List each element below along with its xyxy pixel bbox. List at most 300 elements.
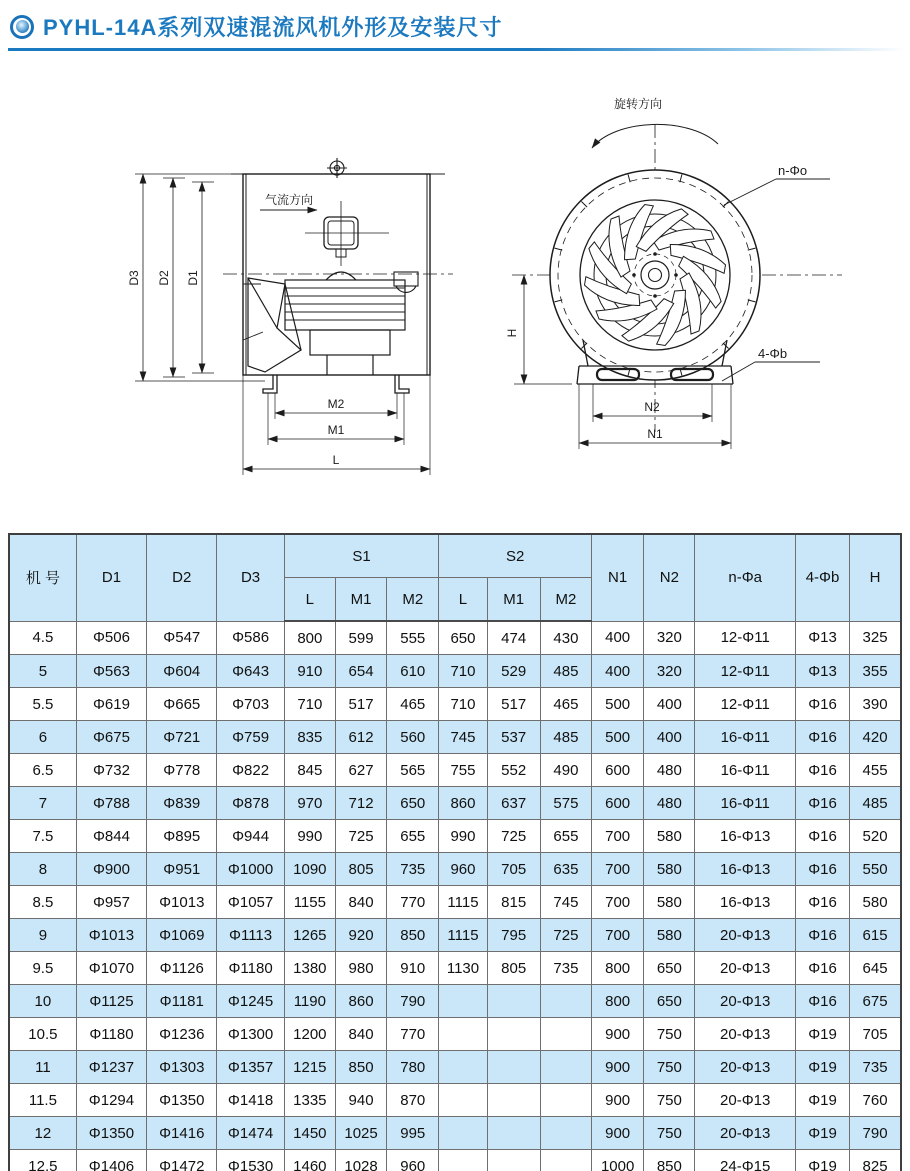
table-cell: 790 bbox=[387, 985, 439, 1018]
table-cell: Φ1013 bbox=[76, 919, 146, 952]
table-cell: 705 bbox=[850, 1018, 901, 1051]
table-cell: Φ19 bbox=[795, 1084, 849, 1117]
table-cell: Φ1180 bbox=[76, 1018, 146, 1051]
table-cell: 745 bbox=[540, 886, 591, 919]
bolt-hole-callout bbox=[724, 179, 830, 205]
table-cell: Φ643 bbox=[217, 655, 284, 688]
table-cell: Φ16 bbox=[795, 754, 849, 787]
table-cell: 637 bbox=[487, 787, 540, 820]
table-cell: Φ1000 bbox=[217, 853, 284, 886]
table-cell: 700 bbox=[592, 919, 644, 952]
table-cell: 735 bbox=[387, 853, 439, 886]
table-cell: Φ19 bbox=[795, 1018, 849, 1051]
table-cell: 995 bbox=[387, 1117, 439, 1150]
table-cell: Φ619 bbox=[76, 688, 146, 721]
dim-label-h: H bbox=[505, 328, 519, 338]
table-cell: 700 bbox=[592, 820, 644, 853]
table-cell: 485 bbox=[540, 721, 591, 754]
table-cell: 5.5 bbox=[9, 688, 76, 721]
table-cell: 650 bbox=[644, 952, 695, 985]
table-cell: 815 bbox=[487, 886, 540, 919]
table-cell bbox=[540, 1051, 591, 1084]
table-cell: Φ1113 bbox=[217, 919, 284, 952]
table-cell: 627 bbox=[335, 754, 386, 787]
table-cell: 1265 bbox=[284, 919, 335, 952]
table-cell: 725 bbox=[335, 820, 386, 853]
table-cell: 790 bbox=[850, 1117, 901, 1150]
table-cell: Φ1069 bbox=[147, 919, 217, 952]
table-cell: 480 bbox=[644, 787, 695, 820]
table-cell: 860 bbox=[335, 985, 386, 1018]
impeller-cone bbox=[243, 278, 301, 372]
table-row bbox=[9, 721, 901, 754]
table-cell: 16-Φ11 bbox=[695, 754, 795, 787]
table-cell: 1000 bbox=[592, 1150, 644, 1171]
table-cell: 710 bbox=[284, 688, 335, 721]
dim-label-d1: D1 bbox=[186, 270, 200, 286]
table-cell: 600 bbox=[592, 787, 644, 820]
table-cell: 845 bbox=[284, 754, 335, 787]
table-cell: 16-Φ13 bbox=[695, 820, 795, 853]
table-cell: Φ1126 bbox=[147, 952, 217, 985]
table-cell: 1115 bbox=[439, 919, 487, 952]
table-cell: 805 bbox=[335, 853, 386, 886]
table-row bbox=[9, 621, 901, 655]
table-cell: 650 bbox=[387, 787, 439, 820]
dim-label-d3: D3 bbox=[127, 270, 141, 286]
table-cell: Φ1057 bbox=[217, 886, 284, 919]
col-header-4-phi-b: 4-Φb bbox=[795, 534, 849, 621]
dim-label-n1: N1 bbox=[647, 427, 663, 441]
dim-label-m1: M1 bbox=[327, 423, 345, 437]
table-cell bbox=[439, 1051, 487, 1084]
table-cell: 400 bbox=[592, 655, 644, 688]
bullet-circle-icon bbox=[10, 15, 34, 39]
table-cell: 320 bbox=[644, 621, 695, 655]
table-cell: 750 bbox=[644, 1117, 695, 1150]
table-cell: 12-Φ11 bbox=[695, 655, 795, 688]
fan-casing bbox=[231, 174, 445, 375]
table-cell: 1130 bbox=[439, 952, 487, 985]
table-cell: 850 bbox=[387, 919, 439, 952]
table-cell: Φ16 bbox=[795, 688, 849, 721]
col-header-s1-m1: M1 bbox=[335, 578, 386, 622]
table-cell: Φ878 bbox=[217, 787, 284, 820]
table-cell: 12-Φ11 bbox=[695, 688, 795, 721]
table-cell: 517 bbox=[487, 688, 540, 721]
table-cell: Φ1180 bbox=[217, 952, 284, 985]
col-header-s1-m2: M2 bbox=[387, 578, 439, 622]
table-cell: 400 bbox=[592, 621, 644, 655]
table-cell: Φ944 bbox=[217, 820, 284, 853]
table-cell: 710 bbox=[439, 655, 487, 688]
table-cell: 615 bbox=[850, 919, 901, 952]
table-cell: Φ703 bbox=[217, 688, 284, 721]
table-row bbox=[9, 1018, 901, 1051]
table-cell: 16-Φ13 bbox=[695, 886, 795, 919]
table-cell: Φ1474 bbox=[217, 1117, 284, 1150]
table-cell bbox=[439, 1018, 487, 1051]
table-cell: 900 bbox=[592, 1117, 644, 1150]
table-cell: 20-Φ13 bbox=[695, 1018, 795, 1051]
table-cell bbox=[487, 1018, 540, 1051]
table-cell: 675 bbox=[850, 985, 901, 1018]
table-cell: 550 bbox=[850, 853, 901, 886]
table-cell: Φ586 bbox=[217, 621, 284, 655]
table-cell: Φ822 bbox=[217, 754, 284, 787]
table-cell: 655 bbox=[387, 820, 439, 853]
mounting-feet bbox=[263, 375, 409, 393]
table-cell: 580 bbox=[644, 820, 695, 853]
table-cell: 490 bbox=[540, 754, 591, 787]
dimension-drawings bbox=[0, 60, 910, 520]
table-cell: 325 bbox=[850, 621, 901, 655]
table-row bbox=[9, 952, 901, 985]
page-header bbox=[10, 11, 502, 42]
table-cell: 10.5 bbox=[9, 1018, 76, 1051]
table-cell: Φ1416 bbox=[147, 1117, 217, 1150]
table-cell: 1090 bbox=[284, 853, 335, 886]
table-cell: 650 bbox=[644, 985, 695, 1018]
spec-table bbox=[8, 533, 902, 1171]
table-cell: 860 bbox=[439, 787, 487, 820]
table-cell: 529 bbox=[487, 655, 540, 688]
table-cell: 20-Φ13 bbox=[695, 919, 795, 952]
table-cell: 712 bbox=[335, 787, 386, 820]
table-row bbox=[9, 1150, 901, 1171]
col-header-d2: D2 bbox=[147, 534, 217, 621]
table-cell: Φ604 bbox=[147, 655, 217, 688]
table-cell: 755 bbox=[439, 754, 487, 787]
table-cell: 612 bbox=[335, 721, 386, 754]
col-header-s1-l: L bbox=[284, 578, 335, 622]
table-cell: 485 bbox=[850, 787, 901, 820]
table-cell: Φ1294 bbox=[76, 1084, 146, 1117]
table-cell bbox=[540, 985, 591, 1018]
junction-box bbox=[305, 201, 389, 266]
table-cell: 960 bbox=[439, 853, 487, 886]
col-header-h: H bbox=[850, 534, 901, 621]
table-cell: Φ951 bbox=[147, 853, 217, 886]
table-cell: Φ1303 bbox=[147, 1051, 217, 1084]
table-cell: 517 bbox=[335, 688, 386, 721]
table-cell: 940 bbox=[335, 1084, 386, 1117]
table-cell: 8.5 bbox=[9, 886, 76, 919]
table-cell: Φ665 bbox=[147, 688, 217, 721]
table-cell: Φ1472 bbox=[147, 1150, 217, 1171]
table-cell: 1190 bbox=[284, 985, 335, 1018]
table-cell bbox=[439, 1150, 487, 1171]
table-cell: Φ1236 bbox=[147, 1018, 217, 1051]
table-cell: 20-Φ13 bbox=[695, 1084, 795, 1117]
table-cell: 700 bbox=[592, 853, 644, 886]
motor-body bbox=[285, 272, 405, 375]
table-cell: Φ1237 bbox=[76, 1051, 146, 1084]
table-cell: 7.5 bbox=[9, 820, 76, 853]
table-cell: 770 bbox=[387, 1018, 439, 1051]
table-cell: 710 bbox=[439, 688, 487, 721]
table-cell: Φ759 bbox=[217, 721, 284, 754]
table-cell: 355 bbox=[850, 655, 901, 688]
dim-label-l: L bbox=[332, 453, 340, 467]
table-cell bbox=[487, 1084, 540, 1117]
table-cell: 980 bbox=[335, 952, 386, 985]
table-cell: 580 bbox=[644, 919, 695, 952]
table-cell: 485 bbox=[540, 655, 591, 688]
table-cell: 725 bbox=[540, 919, 591, 952]
table-cell: Φ1350 bbox=[147, 1084, 217, 1117]
table-cell: 990 bbox=[284, 820, 335, 853]
table-cell: 805 bbox=[487, 952, 540, 985]
col-header-s2-m1: M1 bbox=[487, 578, 540, 622]
table-row bbox=[9, 655, 901, 688]
table-cell: 750 bbox=[644, 1018, 695, 1051]
table-cell bbox=[540, 1117, 591, 1150]
table-cell: 960 bbox=[387, 1150, 439, 1171]
table-cell: 920 bbox=[335, 919, 386, 952]
page-title: PYHL-14A系列双速混流风机外形及安装尺寸 bbox=[43, 15, 503, 40]
table-cell: 5 bbox=[9, 655, 76, 688]
table-row bbox=[9, 1051, 901, 1084]
table-cell: 465 bbox=[387, 688, 439, 721]
table-cell: 560 bbox=[387, 721, 439, 754]
dim-label-n2: N2 bbox=[644, 400, 660, 414]
table-cell: 12-Φ11 bbox=[695, 621, 795, 655]
table-cell: 430 bbox=[540, 621, 591, 655]
table-cell: 900 bbox=[592, 1084, 644, 1117]
table-cell: Φ1530 bbox=[217, 1150, 284, 1171]
table-cell: Φ16 bbox=[795, 853, 849, 886]
table-cell: 580 bbox=[644, 853, 695, 886]
table-cell bbox=[439, 985, 487, 1018]
table-cell: 600 bbox=[592, 754, 644, 787]
table-cell: Φ19 bbox=[795, 1150, 849, 1171]
table-cell: 12 bbox=[9, 1117, 76, 1150]
table-cell: 800 bbox=[592, 952, 644, 985]
table-cell: 970 bbox=[284, 787, 335, 820]
table-cell: 20-Φ13 bbox=[695, 952, 795, 985]
table-cell: Φ16 bbox=[795, 952, 849, 985]
table-row bbox=[9, 919, 901, 952]
table-cell: 565 bbox=[387, 754, 439, 787]
table-cell: Φ721 bbox=[147, 721, 217, 754]
col-header-s2-l: L bbox=[439, 578, 487, 622]
table-cell: 520 bbox=[850, 820, 901, 853]
table-cell bbox=[487, 1051, 540, 1084]
table-cell: Φ19 bbox=[795, 1051, 849, 1084]
table-cell: Φ844 bbox=[76, 820, 146, 853]
table-cell bbox=[487, 985, 540, 1018]
table-cell: 400 bbox=[644, 688, 695, 721]
table-cell bbox=[540, 1150, 591, 1171]
bullet-circle-core bbox=[16, 20, 29, 33]
table-cell: Φ895 bbox=[147, 820, 217, 853]
table-cell: 850 bbox=[644, 1150, 695, 1171]
table-cell: 910 bbox=[284, 655, 335, 688]
table-cell: Φ1406 bbox=[76, 1150, 146, 1171]
table-cell: 1460 bbox=[284, 1150, 335, 1171]
table-cell: 20-Φ13 bbox=[695, 1051, 795, 1084]
col-header-n1: N1 bbox=[592, 534, 644, 621]
table-cell: Φ547 bbox=[147, 621, 217, 655]
table-row bbox=[9, 1084, 901, 1117]
table-cell: Φ778 bbox=[147, 754, 217, 787]
table-cell: 10 bbox=[9, 985, 76, 1018]
table-cell bbox=[487, 1117, 540, 1150]
table-cell: 1215 bbox=[284, 1051, 335, 1084]
front-view-drawing bbox=[500, 78, 905, 473]
table-cell: Φ1300 bbox=[217, 1018, 284, 1051]
table-cell: Φ16 bbox=[795, 985, 849, 1018]
table-cell: 1115 bbox=[439, 886, 487, 919]
table-cell: 6.5 bbox=[9, 754, 76, 787]
table-cell bbox=[439, 1117, 487, 1150]
col-header-model: 机 号 bbox=[9, 534, 76, 621]
title-underline bbox=[8, 48, 905, 51]
table-cell: 11.5 bbox=[9, 1084, 76, 1117]
spec-table-header bbox=[9, 534, 901, 621]
table-cell: Φ16 bbox=[795, 919, 849, 952]
table-cell: Φ13 bbox=[795, 621, 849, 655]
table-cell: 770 bbox=[387, 886, 439, 919]
table-cell: 795 bbox=[487, 919, 540, 952]
table-cell: 840 bbox=[335, 1018, 386, 1051]
col-header-d1: D1 bbox=[76, 534, 146, 621]
table-cell: 850 bbox=[335, 1051, 386, 1084]
table-row bbox=[9, 886, 901, 919]
table-cell: 500 bbox=[592, 688, 644, 721]
table-cell: 835 bbox=[284, 721, 335, 754]
col-header-s2-m2: M2 bbox=[540, 578, 591, 622]
lifting-eye-bolt bbox=[327, 158, 347, 178]
table-cell: Φ563 bbox=[76, 655, 146, 688]
table-cell: 480 bbox=[644, 754, 695, 787]
table-cell: Φ1125 bbox=[76, 985, 146, 1018]
table-cell: 745 bbox=[439, 721, 487, 754]
table-cell: Φ16 bbox=[795, 721, 849, 754]
table-cell: 1380 bbox=[284, 952, 335, 985]
table-cell: 1335 bbox=[284, 1084, 335, 1117]
table-cell: 16-Φ13 bbox=[695, 853, 795, 886]
table-cell: 645 bbox=[850, 952, 901, 985]
table-cell: 6 bbox=[9, 721, 76, 754]
table-cell: Φ957 bbox=[76, 886, 146, 919]
table-cell: 474 bbox=[487, 621, 540, 655]
table-cell: 320 bbox=[644, 655, 695, 688]
side-view-drawing bbox=[105, 88, 505, 488]
foot-hole-callout-label: 4-Φb bbox=[758, 346, 788, 361]
rotation-direction-label: 旋转方向 bbox=[613, 97, 663, 111]
table-cell: 420 bbox=[850, 721, 901, 754]
table-cell: 800 bbox=[284, 621, 335, 655]
table-cell bbox=[540, 1084, 591, 1117]
table-cell: 580 bbox=[644, 886, 695, 919]
col-header-n2: N2 bbox=[644, 534, 695, 621]
table-cell: 990 bbox=[439, 820, 487, 853]
table-cell: 9 bbox=[9, 919, 76, 952]
table-row bbox=[9, 787, 901, 820]
table-cell: 735 bbox=[850, 1051, 901, 1084]
table-cell: Φ1013 bbox=[147, 886, 217, 919]
col-header-n-phi-a: n-Φa bbox=[695, 534, 795, 621]
table-cell bbox=[487, 1150, 540, 1171]
table-cell: 900 bbox=[592, 1051, 644, 1084]
table-cell: 4.5 bbox=[9, 621, 76, 655]
table-cell: Φ1181 bbox=[147, 985, 217, 1018]
table-cell: 580 bbox=[850, 886, 901, 919]
table-cell: 1028 bbox=[335, 1150, 386, 1171]
table-cell: Φ16 bbox=[795, 886, 849, 919]
table-cell: 465 bbox=[540, 688, 591, 721]
bolt-circle-callout-label: n-Φo bbox=[778, 163, 808, 178]
table-cell bbox=[439, 1084, 487, 1117]
table-cell: 705 bbox=[487, 853, 540, 886]
col-header-d3: D3 bbox=[217, 534, 284, 621]
col-header-s1: S1 bbox=[284, 534, 439, 578]
airflow-direction-label: 气流方向 bbox=[265, 193, 314, 207]
table-cell: 840 bbox=[335, 886, 386, 919]
table-row bbox=[9, 820, 901, 853]
table-cell: 500 bbox=[592, 721, 644, 754]
table-cell: Φ13 bbox=[795, 655, 849, 688]
table-cell: Φ788 bbox=[76, 787, 146, 820]
table-cell: Φ1070 bbox=[76, 952, 146, 985]
table-row bbox=[9, 985, 901, 1018]
table-cell: 20-Φ13 bbox=[695, 985, 795, 1018]
bearing-housing bbox=[394, 272, 418, 292]
table-cell: 7 bbox=[9, 787, 76, 820]
table-cell: Φ16 bbox=[795, 787, 849, 820]
spec-table-body bbox=[9, 621, 901, 1171]
table-cell bbox=[540, 1018, 591, 1051]
table-cell: 1200 bbox=[284, 1018, 335, 1051]
table-cell: 552 bbox=[487, 754, 540, 787]
table-cell: 575 bbox=[540, 787, 591, 820]
table-cell: 555 bbox=[387, 621, 439, 655]
table-cell: Φ675 bbox=[76, 721, 146, 754]
table-row bbox=[9, 853, 901, 886]
table-cell: 760 bbox=[850, 1084, 901, 1117]
table-cell: 24-Φ15 bbox=[695, 1150, 795, 1171]
table-cell: 537 bbox=[487, 721, 540, 754]
foot-hole-callout bbox=[722, 362, 820, 381]
table-cell: 750 bbox=[644, 1084, 695, 1117]
table-cell: Φ1245 bbox=[217, 985, 284, 1018]
table-cell: 11 bbox=[9, 1051, 76, 1084]
table-cell: 599 bbox=[335, 621, 386, 655]
table-cell: 910 bbox=[387, 952, 439, 985]
table-cell: 1450 bbox=[284, 1117, 335, 1150]
table-cell: 735 bbox=[540, 952, 591, 985]
table-cell: 825 bbox=[850, 1150, 901, 1171]
table-cell: Φ1350 bbox=[76, 1117, 146, 1150]
dim-label-d2: D2 bbox=[157, 270, 171, 286]
table-cell: 400 bbox=[644, 721, 695, 754]
table-cell: 16-Φ11 bbox=[695, 721, 795, 754]
table-cell: Φ732 bbox=[76, 754, 146, 787]
table-cell: 610 bbox=[387, 655, 439, 688]
table-cell: 9.5 bbox=[9, 952, 76, 985]
table-cell: 16-Φ11 bbox=[695, 787, 795, 820]
table-cell: Φ1418 bbox=[217, 1084, 284, 1117]
table-cell: 650 bbox=[439, 621, 487, 655]
table-cell: Φ506 bbox=[76, 621, 146, 655]
table-row bbox=[9, 688, 901, 721]
table-cell: 870 bbox=[387, 1084, 439, 1117]
table-cell: 725 bbox=[487, 820, 540, 853]
table-cell: Φ16 bbox=[795, 820, 849, 853]
table-cell: 750 bbox=[644, 1051, 695, 1084]
